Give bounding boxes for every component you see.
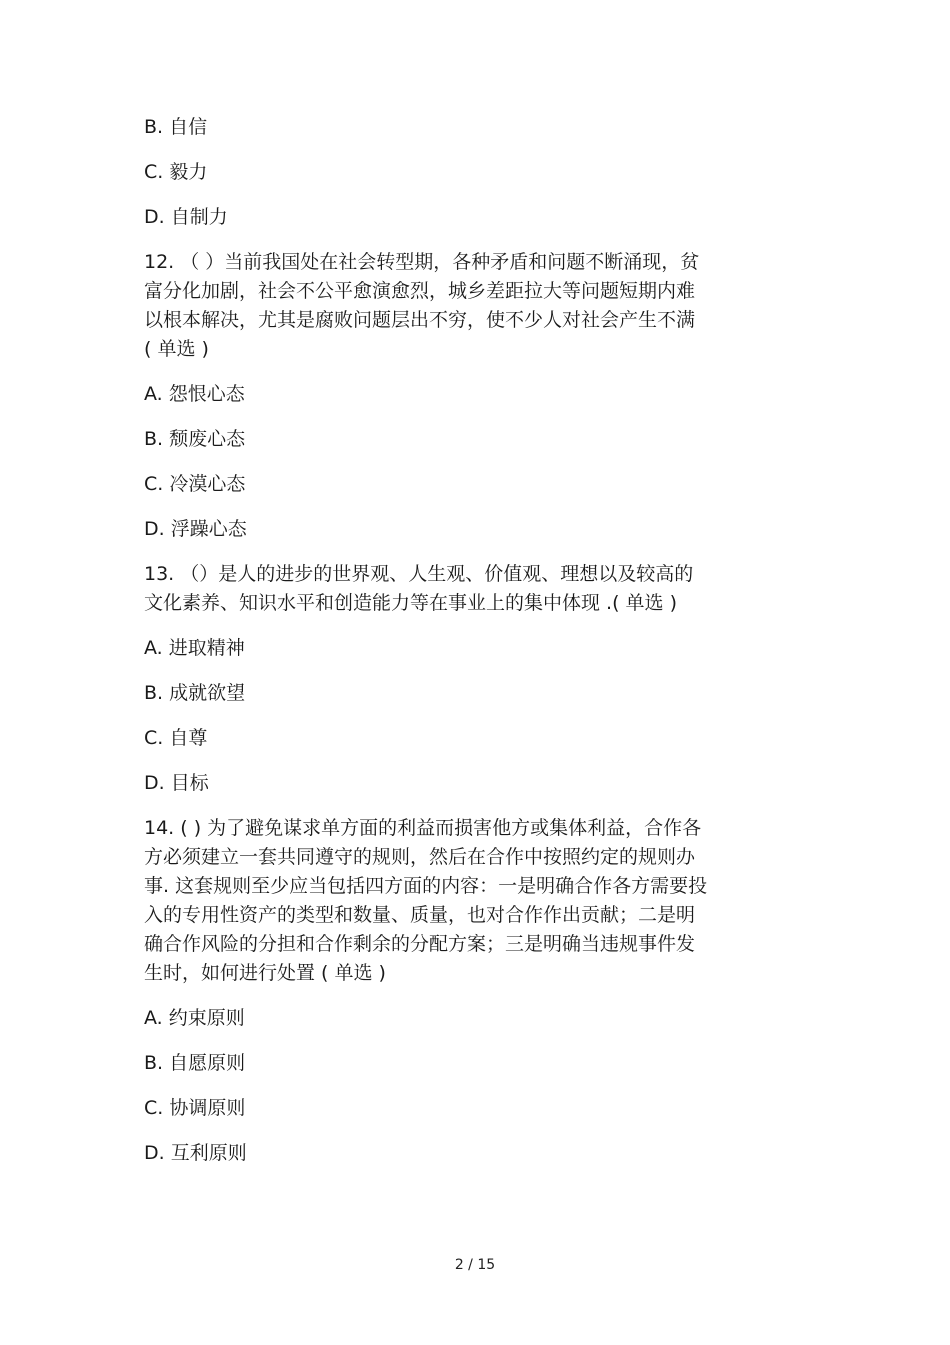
option-a: A. 约束原则 <box>144 1007 245 1029</box>
question-14-line-2: 方必须建立一套共同遵守的规则，然后在合作中按照约定的规则办 <box>144 846 696 868</box>
option-d: D. 浮躁心态 <box>144 518 247 540</box>
option-d: D. 目标 <box>144 772 209 794</box>
question-14-line-3: 事. 这套规则至少应当包括四方面的内容：一是明确合作各方需要投 <box>144 875 708 897</box>
option-c: C. 毅力 <box>144 161 208 183</box>
question-13-options <box>144 634 784 798</box>
question-12 <box>144 248 784 364</box>
option-c: C. 冷漠心态 <box>144 473 246 495</box>
question-14-line-5: 确合作风险的分担和合作剩余的分配方案；三是明确当违规事件发 <box>144 933 696 955</box>
option-c: C. 协调原则 <box>144 1097 246 1119</box>
question-14-options <box>144 1004 784 1168</box>
question-list <box>144 113 784 1184</box>
option-a: A. 怨恨心态 <box>144 383 245 405</box>
page-number: 2 / 15 <box>454 1257 496 1273</box>
question-12-line-2: 富分化加剧，社会不公平愈演愈烈，城乡差距拉大等问题短期内难 <box>144 280 696 302</box>
question-12-line-4: ( 单选 ) <box>144 338 209 360</box>
question-12-options <box>144 380 784 544</box>
option-d: D. 互利原则 <box>144 1142 247 1164</box>
option-b: B. 自信 <box>144 116 208 138</box>
option-b: B. 成就欲望 <box>144 682 246 704</box>
option-a: A. 进取精神 <box>144 637 245 659</box>
question-14-line-1: 14. ( ) 为了避免谋求单方面的利益而损害他方或集体利益，合作各 <box>144 817 702 839</box>
question-13-line-1: 13. （）是人的进步的世界观、人生观、价值观、理想以及较高的 <box>144 563 694 585</box>
question-14 <box>144 814 784 988</box>
question-11-options <box>144 113 784 232</box>
question-13 <box>144 560 784 618</box>
question-14-line-4: 入的专用性资产的类型和数量、质量，也对合作作出贡献；二是明 <box>144 904 696 926</box>
question-13-line-2: 文化素养、知识水平和创造能力等在事业上的集中体现 .( 单选 ) <box>144 592 677 614</box>
question-12-line-1: 12. （ ）当前我国处在社会转型期，各种矛盾和问题不断涌现，贫 <box>144 251 700 273</box>
option-b: B. 颓废心态 <box>144 428 246 450</box>
option-b: B. 自愿原则 <box>144 1052 246 1074</box>
option-c: C. 自尊 <box>144 727 208 749</box>
question-14-line-6: 生时，如何进行处置 ( 单选 ) <box>144 962 386 984</box>
question-12-line-3: 以根本解决，尤其是腐败问题层出不穷，使不少人对社会产生不满 <box>144 309 696 331</box>
option-d: D. 自制力 <box>144 206 228 228</box>
